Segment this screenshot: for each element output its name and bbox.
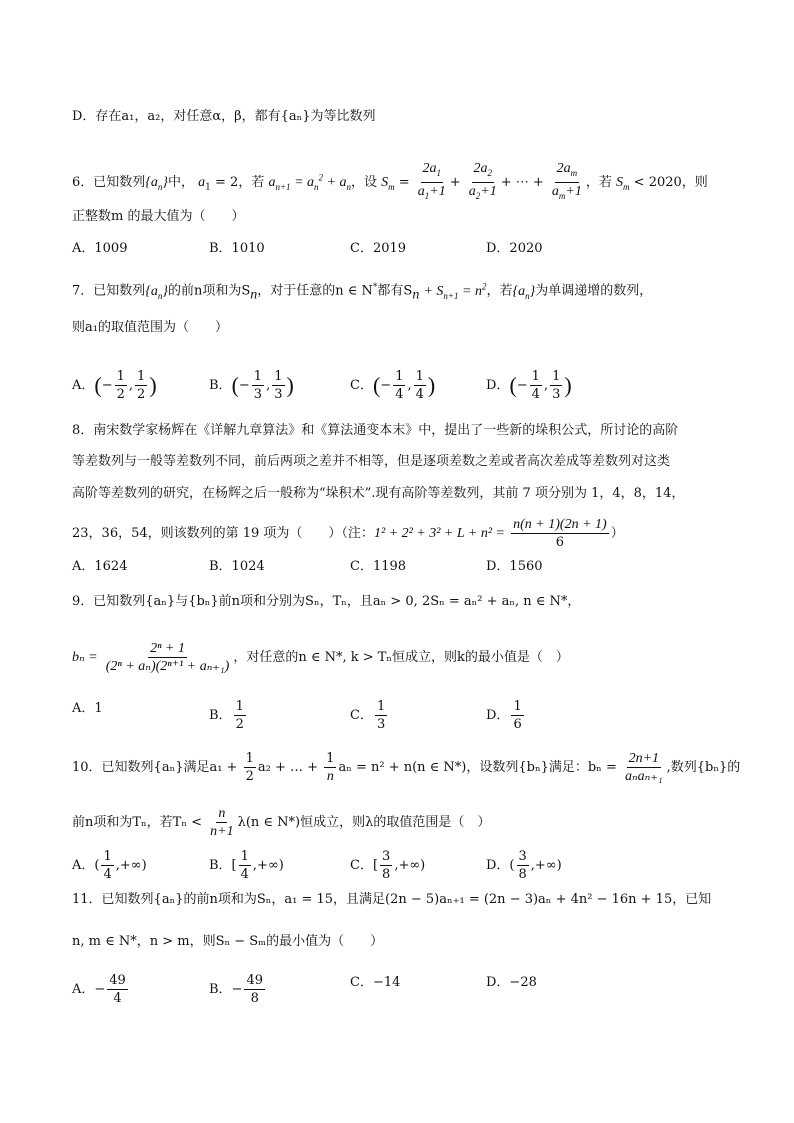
q10-option-a: A．( $\frac{1}{4}$ ,+∞)	[72, 849, 147, 882]
q5-option-d: D．存在a₁，a₂，对任意α，β，都有{aₙ}为等比数列	[72, 109, 376, 124]
q10-option-c: C．[ $\frac{3}{8}$ ,+∞)	[350, 849, 426, 882]
q8-stem-line1: 8．南宋数学家杨辉在《详解九章算法》和《算法通变本末》中，提出了一些新的垛积公式，所讨论的高阶	[72, 423, 679, 438]
q8-option-b: B．1024	[209, 559, 265, 574]
q6-options	[72, 238, 712, 262]
q9-option-d: D． $\frac{1}{6}$	[486, 699, 522, 732]
q6-option-b: B．1010	[209, 241, 265, 256]
q7-options	[72, 368, 712, 402]
q9-option-a: A．1	[72, 701, 103, 716]
q10-stem-line2: 前n项和为Tₙ，若Tₙ < $\frac{n}{n+1}$ λ(n ∈ N*)恒成立，则λ的取值范围是（ ）	[72, 806, 491, 839]
q9-option-c: C． $\frac{1}{3}$	[350, 699, 386, 732]
q6-option-a: A．1009	[72, 241, 128, 256]
q8-option-c: C．1198	[350, 559, 407, 574]
q9-stem-line1: 9．已知数列{aₙ}与{bₙ}前n项和分别为Sₙ，Tₙ，且aₙ > 0, 2Sₙ = aₙ² + aₙ, n ∈ N*，	[72, 594, 581, 609]
q7-stem-line2: 则a₁的取值范围为（ ）	[72, 320, 228, 335]
q8-option-a: A．1624	[72, 559, 128, 574]
q11-option-c: C．−14	[350, 975, 401, 990]
q8-stem-line4: 23，36，54，则该数列的第 19 项为（ ）（注：1² + 2² + 3² + L + n² = $\frac{n(n + 1)(2n + 1)}{6}$ ）	[72, 517, 624, 550]
q8-stem-line2: 等差数列与一般等差数列不同，前后两项之差并不相等，但是逐项差数之差或者高次差成等差数列对这类	[72, 454, 671, 469]
q6-option-c: C．2019	[350, 241, 407, 256]
q10-stem-line1: 10．已知数列{aₙ}满足a₁ + $\frac{1}{2}$ a₂ + … + $\frac{1}{n}$ aₙ = n² + n(n ∈ N*)，设数列{bₙ}满足：bₙ = $\frac{2n+1}{\text{aₙaₙ₊₁}}$ ,数列{bₙ}的	[72, 751, 741, 784]
q7-option-d: D．(− $\frac{1}{4}$ , $\frac{1}{3}$ )	[486, 369, 572, 402]
q11-option-a: A．− $\frac{49}{4}$	[72, 973, 126, 1006]
q7-option-a: A．(− $\frac{1}{2}$ , $\frac{1}{2}$ )	[72, 369, 157, 402]
q7-stem-line1: 7．已知数列$\{a_n\}$的前n项和为$S_n$，对于任意的n ∈ N*都有$S_n + S_{n+1} = n^2$，若$\{a_n\}$为单调递增的数列，	[72, 281, 653, 303]
q11-stem-line2: n, m ∈ N*，n > m，则Sₙ − Sₘ的最小值为（ ）	[72, 934, 384, 949]
q9-options	[72, 698, 712, 732]
q7-option-b: B．(− $\frac{1}{3}$ , $\frac{1}{3}$ )	[209, 369, 294, 402]
q11-option-d: D．−28	[486, 975, 537, 990]
q6-stem-line1: 6．已知数列$\{a_n\}$中， $a_1 = 2$，若 $a_{n+1} = a_n^2 + a_n$，设 $S_m$ = $\frac{2a_1}{a_1+1}$ + $\frac{2a_2}{a_2+1}$ + ⋯ + $\frac{2a_m}{a_m+1}$ ，若 $S_m < 2020$，则	[72, 161, 708, 201]
q8-options	[72, 556, 712, 580]
q6-option-d: D．2020	[486, 241, 543, 256]
q10-option-d: D．( $\frac{3}{8}$ ,+∞)	[486, 849, 562, 882]
q11-stem-line1: 11．已知数列{aₙ}的前n项和为Sₙ，a₁ = 15，且满足(2n − 5)aₙ₊₁ = (2n − 3)aₙ + 4n² − 16n + 15，已知	[72, 892, 712, 907]
q11-option-b: B．− $\frac{49}{8}$	[209, 973, 263, 1006]
q8-option-d: D．1560	[486, 559, 543, 574]
q10-options	[72, 848, 712, 882]
q9-option-b: B． $\frac{1}{2}$	[209, 699, 244, 732]
q11-options	[72, 972, 712, 1006]
q7-option-c: C．(− $\frac{1}{4}$ , $\frac{1}{4}$ )	[350, 369, 436, 402]
q6-stem-line2: 正整数m 的最大值为（ ）	[72, 209, 245, 224]
q9-stem-line2: bₙ = $\frac{\text{2ⁿ + 1}}{\text{(2ⁿ + aₙ)(2ⁿ⁺¹ + aₙ₊₁)}}$ ，对任意的n ∈ N*, k > Tₙ恒成立，则k的最小值是（ ）	[72, 641, 569, 674]
q10-option-b: B．[ $\frac{1}{4}$ ,+∞)	[209, 849, 284, 882]
q8-stem-line3: 高阶等差数列的研究，在杨辉之后一般称为“垛积术”.现有高阶等差数列，其前 7 项分别为 1，4，8，14，	[72, 486, 685, 501]
